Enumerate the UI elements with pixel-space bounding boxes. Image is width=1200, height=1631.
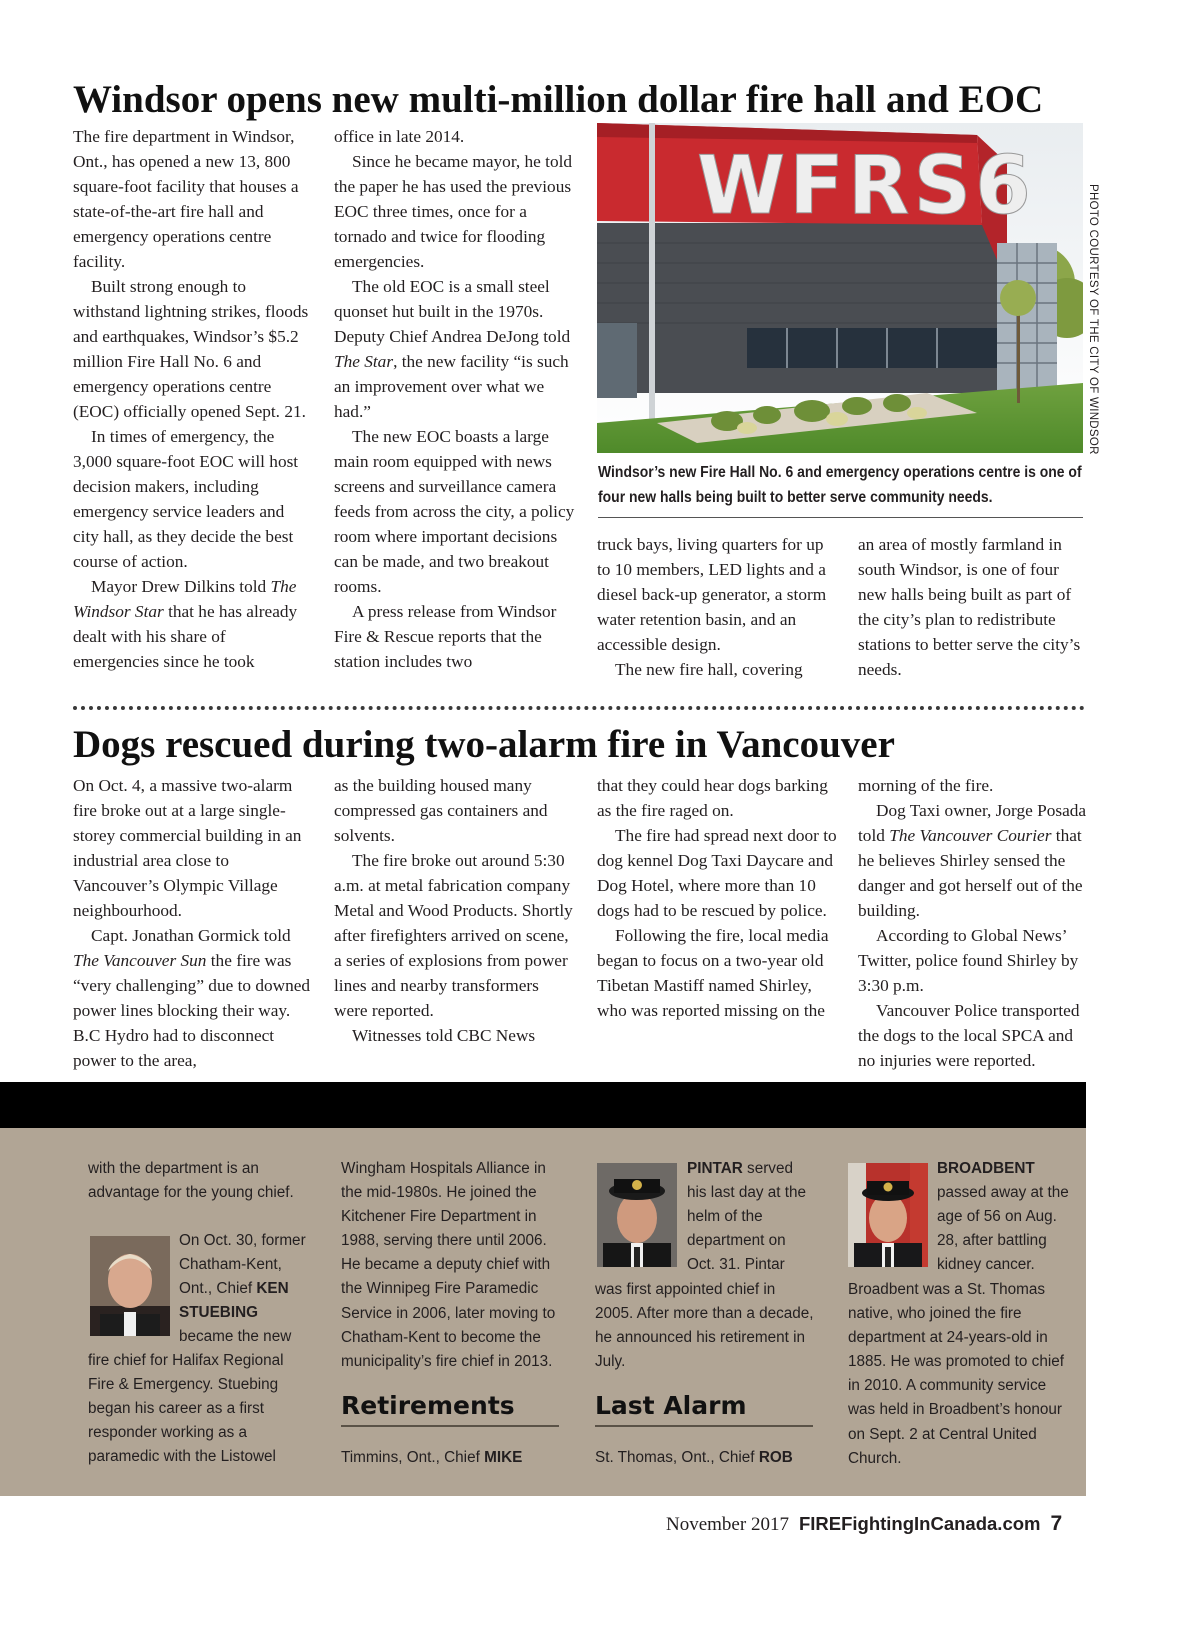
paragraph: Vancouver Police transported the dogs to the local SPCA and no injuries were reported.	[858, 1001, 1080, 1070]
photo-caption: Windsor’s new Fire Hall No. 6 and emergency operations centre is one of four new halls being built to better serve community needs.	[598, 464, 1082, 506]
page-number: 7	[1050, 1512, 1063, 1535]
section-heading: Retirements	[341, 1391, 515, 1420]
article-column	[334, 773, 576, 1048]
paragraph: Broadbent was a St. Thomas native, who joined the fire department at 24-years-old in 1885. He was promoted to chief in 2010. A community service was held in Broadbent’s honour on Sept. 2 at Central United Church.	[848, 1281, 1064, 1467]
person-name: MIKE	[484, 1449, 523, 1466]
paragraph: The new EOC boasts a large main room equipped with news screens and surveillance camera feeds from across the city, a policy room where important decisions can be made, and two breakout rooms.	[334, 427, 575, 596]
fire-hall-photo	[597, 123, 1083, 453]
photo-credit: PHOTO COURTESY OF THE CITY OF WINDSOR	[1087, 184, 1099, 455]
paragraph: A press release from Windsor Fire & Rescue reports that the station includes two	[334, 602, 557, 671]
paragraph: Timmins, Ont., Chief MIKE	[341, 1449, 523, 1466]
chief-headshot	[90, 1236, 170, 1336]
paragraph: St. Thomas, Ont., Chief ROB	[595, 1449, 793, 1466]
article-column	[597, 773, 837, 1023]
article-column	[597, 532, 837, 682]
panel-column	[88, 1349, 310, 1469]
paragraph: fire chief for Halifax Regional Fire & Emergency. Stuebing began his career as a first responder working as a paramedic with the Listowel	[88, 1352, 284, 1466]
article-column	[858, 773, 1088, 1073]
paragraph: The fire had spread next door to dog kennel Dog Taxi Daycare and Dog Hotel, where more than 10 dogs had to be rescued by police.	[597, 826, 837, 920]
panel-column	[595, 1278, 817, 1374]
paragraph: Mayor Drew Dilkins told The Windsor Star that he has already dealt with his share of emergencies since he took	[73, 577, 298, 671]
person-name: BROADBENT	[937, 1160, 1035, 1177]
caption-divider	[598, 517, 1083, 518]
website: FIREFightingInCanada.com	[798, 1513, 1041, 1534]
article-column	[73, 773, 313, 1073]
panel-column	[848, 1278, 1070, 1471]
panel-column	[937, 1157, 1069, 1277]
person-name: PINTAR	[687, 1160, 743, 1177]
publication-name: The Star	[334, 352, 394, 371]
paragraph: morning of the fire.	[858, 776, 994, 795]
page-footer	[666, 1512, 1062, 1536]
publication-name: The Vancouver Courier	[889, 826, 1052, 845]
panel-header-bar	[0, 1082, 1086, 1128]
publication-name: The Vancouver Sun	[73, 951, 207, 970]
building-sign: WFRS6	[697, 139, 1035, 232]
paragraph: was first appointed chief in 2005. After more than a decade, he announced his retirement in July.	[595, 1281, 814, 1371]
paragraph: Following the fire, local media began to focus on a two-year old Tibetan Mastiff named Shirley, who was reported missing on the	[597, 926, 829, 1020]
paragraph: The new fire hall, covering	[615, 660, 803, 679]
issue-date: November 2017	[666, 1514, 789, 1535]
paragraph: The fire broke out around 5:30 a.m. at metal fabrication company Metal and Wood Products. Shortly after firefighters arrived on scene, a series of explosions from power lines and nearby transformers were reported.	[334, 851, 573, 1020]
article-headline: Windsor opens new multi-million dollar fire hall and EOC	[73, 78, 1044, 121]
panel-column	[88, 1157, 310, 1205]
paragraph: According to Global News’ Twitter, police found Shirley by 3:30 p.m.	[858, 926, 1079, 995]
paragraph: Wingham Hospitals Alliance in the mid-1980s. He joined the Kitchener Fire Department in 1988, serving there until 2006. He became a deputy chief with the Winnipeg Fire Paramedic Service in 2006, later moving to Chatham-Kent to become the municipality’s fire chief in 2013.	[341, 1160, 556, 1370]
panel-column	[341, 1446, 563, 1470]
paragraph: Capt. Jonathan Gormick told The Vancouver Sun the fire was “very challenging” due to downed power lines blocking their way. B.C Hydro had to disconnect power to the area,	[73, 926, 311, 1070]
person-name: KEN STUEBING	[179, 1280, 289, 1322]
chief-headshot	[597, 1163, 677, 1267]
panel-column	[341, 1157, 563, 1374]
paragraph: Since he became mayor, he told the paper he has used the previous EOC three times, once for a tornado and twice for flooding emergencies.	[334, 152, 573, 271]
paragraph: BROADBENT passed away at the age of 56 on Aug. 28, after battling kidney cancer.	[937, 1160, 1069, 1274]
paragraph: On Oct. 4, a massive two-alarm fire broke out at a large single-storey commercial building in an industrial area close to Vancouver’s Olympic Village neighbourhood.	[73, 776, 302, 920]
article-column	[858, 532, 1088, 682]
paragraph: PINTAR served his last day at the helm of the department on Oct. 31. Pintar	[687, 1160, 807, 1274]
paragraph: truck bays, living quarters for up to 10 members, LED lights and a diesel back-up generator, a storm water retention basin, and an accessible design.	[597, 535, 827, 654]
paragraph: that they could hear dogs barking as the fire raged on.	[597, 776, 828, 820]
article-headline: Dogs rescued during two-alarm fire in Vancouver	[73, 723, 895, 766]
heading-rule	[595, 1425, 813, 1427]
heading-rule	[341, 1425, 559, 1427]
section-divider	[73, 706, 1085, 710]
article-column	[73, 124, 313, 674]
paragraph: Witnesses told CBC News	[352, 1026, 536, 1045]
paragraph: office in late 2014.	[334, 127, 465, 146]
paragraph: Dog Taxi owner, Jorge Posada told The Vancouver Courier that he believes Shirley sensed the danger and got herself out of the building.	[858, 801, 1087, 920]
section-heading: Last Alarm	[595, 1391, 747, 1420]
paragraph: The old EOC is a small steel quonset hut built in the 1970s. Deputy Chief Andrea DeJong told The Star, the new facility “is such an improvement over what we had.”	[334, 277, 571, 421]
panel-column	[595, 1446, 817, 1470]
paragraph: Built strong enough to withstand lightning strikes, floods and earthquakes, Windsor’s $5.2 million Fire Hall No. 6 and emergency operations centre (EOC) officially opened Sept. 21.	[73, 277, 309, 421]
panel-column	[687, 1157, 812, 1277]
paragraph: with the department is an advantage for the young chief.	[88, 1160, 294, 1202]
panel-column	[179, 1229, 314, 1349]
paragraph: an area of mostly farmland in south Windsor, is one of four new halls being built as part of the city’s plan to redistribute stations to better serve the city’s needs.	[858, 535, 1081, 679]
paragraph: The fire department in Windsor, Ont., has opened a new 13, 800 square-foot facility that houses a state-of-the-art fire hall and emergency operations centre facility.	[73, 127, 299, 271]
article-column	[334, 124, 576, 674]
paragraph: In times of emergency, the 3,000 square-foot EOC will host decision makers, including emergency service leaders and city hall, as they decide the best course of action.	[73, 427, 299, 571]
person-name: ROB	[758, 1449, 793, 1466]
chief-headshot	[848, 1163, 928, 1267]
publication-name: The Windsor Star	[73, 577, 297, 621]
paragraph: On Oct. 30, former Chatham-Kent, Ont., Chief KEN STUEBING became the new	[179, 1232, 306, 1346]
paragraph: as the building housed many compressed gas containers and solvents.	[334, 776, 548, 845]
